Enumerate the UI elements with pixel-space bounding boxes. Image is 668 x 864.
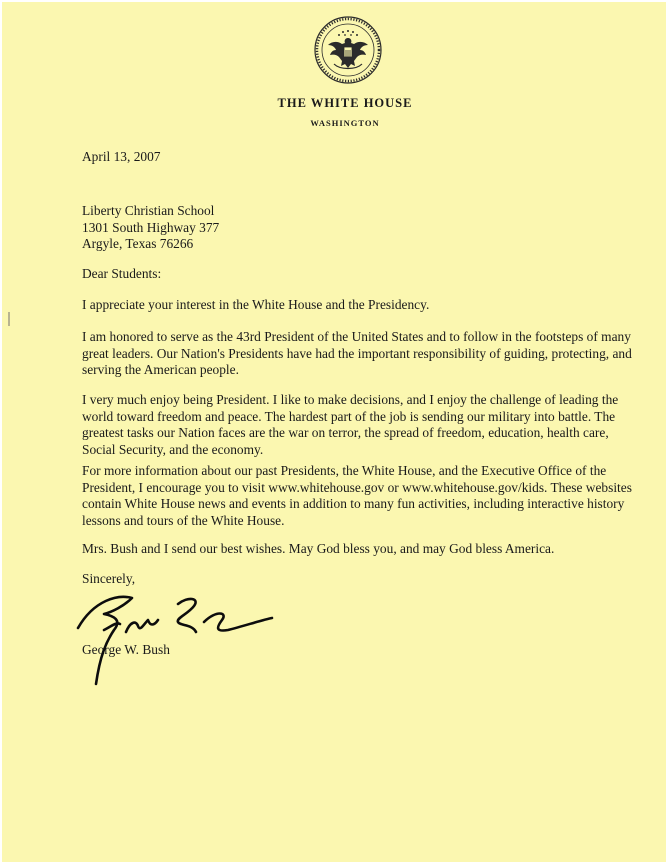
paragraph-1: I appreciate your interest in the White House and the Presidency. bbox=[82, 297, 430, 312]
paragraph-2: I am honored to serve as the 43rd President of the United States and to follow in the footsteps of many great leaders. Our Nation's Presidents have had the important responsibility of guiding, protecting, and serving the American people. bbox=[82, 329, 632, 377]
signer-name: George W. Bush bbox=[82, 642, 170, 657]
paragraph-5: Mrs. Bush and I send our best wishes. May God bless you, and may God bless America. bbox=[82, 541, 555, 556]
salutation: Dear Students: bbox=[82, 266, 162, 281]
paragraph-3: I very much enjoy being President. I like to make decisions, and I enjoy the challenge of leading the world toward freedom and peace. The hardest part of the job is sending our military into battle. The greatest tasks our Nation faces are the war on terror, the spread of freedom, education, health care, Social Security, and the economy. bbox=[82, 392, 619, 457]
recipient-name: Liberty Christian School bbox=[82, 203, 215, 218]
handwritten-signature bbox=[66, 580, 286, 690]
closing: Sincerely, bbox=[82, 571, 136, 586]
recipient-city-state-zip: Argyle, Texas 76266 bbox=[82, 236, 194, 251]
paragraph-4: For more information about our past Presidents, the White House, and the Executive Office of the President, I encourage you to visit www.whitehouse.gov or www.whitehouse.gov/kids. These websites contain White House news and events in addition to many fun activities, including interactive history lessons and tours of the White House. bbox=[82, 463, 632, 528]
letterhead-city: WASHINGTON bbox=[310, 118, 380, 128]
letterhead-title: THE WHITE HOUSE bbox=[277, 96, 413, 110]
letter-date: April 13, 2007 bbox=[82, 149, 161, 164]
recipient-address bbox=[82, 203, 642, 253]
presidential-seal-icon bbox=[312, 14, 384, 86]
letter-page bbox=[2, 2, 666, 862]
recipient-street: 1301 South Highway 377 bbox=[82, 219, 220, 235]
paper-speck bbox=[8, 312, 10, 326]
